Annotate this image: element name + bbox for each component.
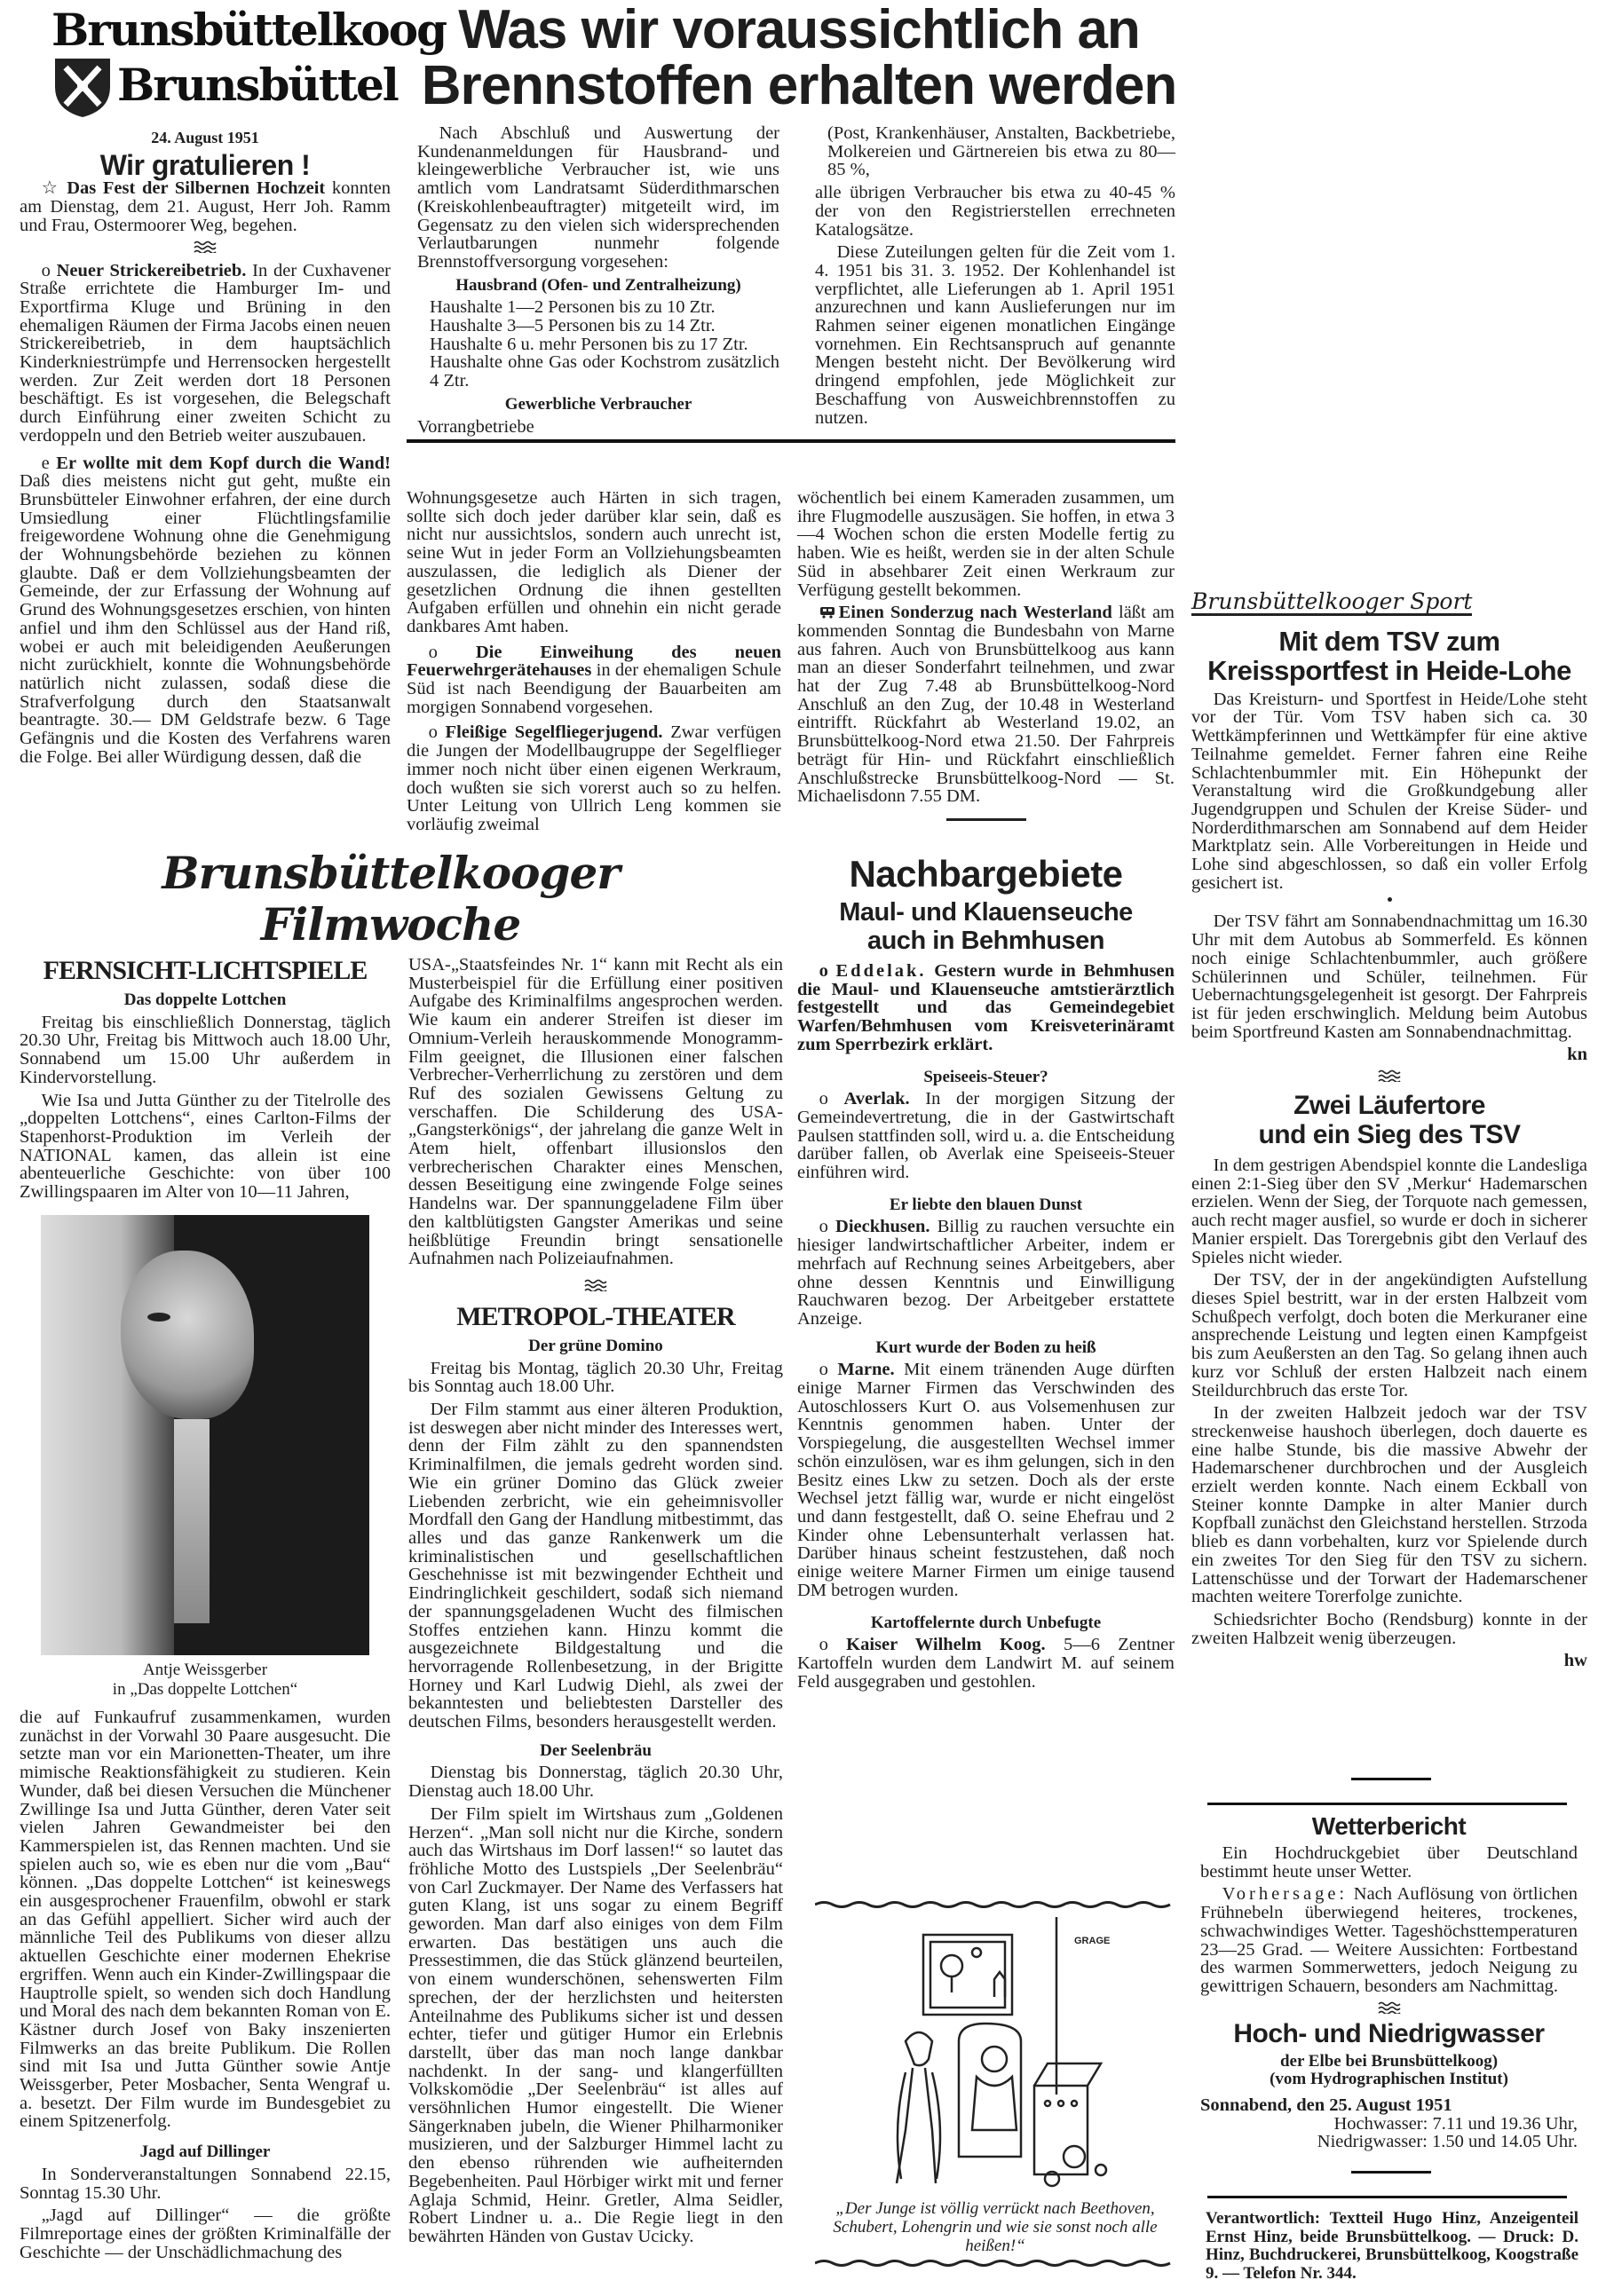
- train-icon: [819, 606, 835, 619]
- wall-article: e Er wollte mit dem Kopf durch die Wand! Daß dies meistens nicht gut geht, mußte ein Brunsbütteler Einwohner erfahren, der eine durch Umsiedlung einer Flüchtlingsfamilie freigewordene Wohnung ohne die Genehmigung der Wohnungsbehörde beziehen zu können glaubte. Daß er dem Vollziehungsbeamten der Gemeinde, der zur Erfassung der Wohnung auf Grund des Wohnungsgesetzes erschien, von hinten anfiel und ihm den Schlüssel aus der Hand riß, wobei er auch mit beleidigenden Aeußerungen nicht zurückhielt, konnte die Wohnungsbehörde natürlich nicht zulassen, sodaß diese die Strafverfolgung durch den Staatsanwalt beantragte. 30.— DM Geldstrafe bezw. 6 Tage Gefängnis und die Kosten des Verfahrens waren die Folge. Bei aller Würdigung dessen, daß die: [20, 453, 391, 767]
- knitting-article: o Neuer Strickereibetrieb. In der Cuxhavener Straße errichtete die Hamburger Im- und Exportfirma Kluge und Brüning in den ehemaligen Räumen der Firma Jacobs einen neuen Strickereibetrieb, in dem hauptsächlich Kinderkniestrümpfe und Herrensocken hergestellt werden. Zur Zeit werden dort 18 Personen beschäftigt. Es ist vorgesehen, die Belegschaft durch Einführung einer zweiten Schicht zu verdoppeln und den Betrieb weiter auszubauen.: [20, 260, 391, 446]
- cinema-title: FERNSICHT-LICHTSPIELE: [43, 956, 368, 985]
- koog-article: o Kaiser Wilhelm Koog. 5—6 Zentner Kartoffeln wurden dem Landwirt M. auf seinem Feld ausgegraben und gestohlen.: [797, 1635, 1175, 1692]
- fuel-column-a: [417, 124, 779, 436]
- local-news-column: [20, 129, 391, 771]
- fuel-subhead-households: Hausbrand (Ofen- und Zentralheizung): [455, 275, 741, 295]
- short-rule: [1351, 2171, 1431, 2174]
- fernsicht-continued: die auf Funkaufruf zusammenkamen, wurden zunächst in der Vorwahl 30 Paare ausgesucht. Die setzte man vor ein Marionetten-Theater, um ihre mimische Reaktionsfähigkeit zu studieren. Kein Wunder, daß bei diesen Versuchen die Münchener Zwillinge Isa und Jutta Günther, deren Vater seit vielen Jahren Gewandmeister bei den Kammerspielen ist, das Rennen machten. Und sie spielen auch so, wie es eben nur die vom „Bau“ können. „Das doppelte Lottchen“ ist keineswegs ein ausgesprochener Frauenfilm, obwohl er stark an das Gefühl appelliert. Sicher wird auch der männliche Teil des Publikums von dieser allzu aktuellen Geschichte einer modernen Ehekrise ergriffen. Wenn auch ein Kinder-Zwillingspaar die Hauptrolle spielt, so wenden sich doch Handlung und Moral des nach dem bekannten Roman von E. Kästner durch Josef von Baky inszenierten Filmwerks an das breite Publikum. Die Rollen sind mit Isa und Jutta Günther sowie Antje Weissgerber, Peter Mosbacher, Senta Wengraf u. a. besetzt. Der Film wurde im Bundesgebiet zu einem Spitzenerfolg. Jagd auf Dillinger In Sonderveranstaltungen Sonnabend 22.15, Sonntag 15.30 Uhr. „Jagd auf Dillinger“ — die größte Filmreportage eines der größten Kriminalfälle der Geschichte — der Unschädlichmachung des: [20, 1708, 391, 2262]
- household-item: Haushalte 6 u. mehr Personen bis zu 17 Ztr.: [430, 334, 748, 354]
- firehouse-article: o Die Einweihung des neuen Feuerwehrgerätehauses in der ehemaligen Schule Süd ist nach Beendigung der Bauarbeiten am morgigen Sonnabend vorgesehen.: [407, 642, 781, 717]
- household-list: [417, 298, 779, 391]
- imprint: Verantwortlich: Textteil Hugo Hinz, Anzeigenteil Ernst Hinz, beide Brunsbüttelkoog. — Druck: D. Hinz, Buchdruckerei, Brunsbüttelkoog, Koogstraße 9. — Telefon Nr. 344.: [1206, 2209, 1578, 2284]
- sport-kicker: Brunsbüttelkooger Sport: [1191, 588, 1473, 614]
- fuel-intro: Nach Abschluß und Auswertung der Kundenanmeldungen für Hausbrand- und kleingewerbliche Verbraucher ist, wie uns amtlich vom Landratsamt Süderdithmarschen (Kreiskohlenbeauftragter) mitgeteilt wird, im Gegensatz zu den vielen sich widersprechenden Verlautbarungen nunmehr folgende Brennstoffversorgung vorgesehen:: [417, 123, 779, 272]
- masthead-logo: [36, 4, 447, 119]
- showtimes: Freitag bis einschließlich Donnerstag, täglich 20.30 Uhr, Freitag bis Mittwoch auch 18.00 Uhr, Sonnabend um 15.00 Uhr außerdem in Kindervorstellung.: [20, 1012, 391, 1087]
- cartoon-artist-signature: GRAGE: [1074, 1936, 1111, 1946]
- cartoon-caption: „Der Junge ist völlig verrückt nach Beethoven, Schubert, Lohengrin und wie sie sonst noch alle heißen!“: [833, 2199, 1158, 2255]
- issue-date: 24. August 1951: [151, 129, 259, 146]
- local-news-column-3: wöchentlich bei einem Kameraden zusammen, um ihre Flugmodelle auszusägen. Sie hoffen, in etwa 3—4 Wochen schon die ersten Modelle fertig zu haben. Wie es heißt, werden sie in der alten Schule Süd in absehbarer Zeit einen Werkraum zur Verfügung gestellt bekommen. Einen Sonderzug nach Westerland läßt am kommenden Sonntag die Bundesbahn von Marne aus fahren. Auch von Brunsbüttelkoog aus kann man an dieser Sonderfahrt teilnehmen, und zwar hat der Zug 7.48 ab Brunsbüttelkoog-Nord Anschluß an den Zug, der 10.48 in Westerland eintrifft. Rückfahrt ab Westerland 19.02, an Brunsbüttelkoog-Nord etwa 21.50. Der Fahrpreis beträgt für Hin- und Rückfahrt einschließlich Anschlußstrecke Brunsbüttelkoog-Nord — St. Michaelisdonn 7.55 DM.: [797, 489, 1175, 821]
- local-news-column-2: Wohnungsgesetze auch Härten in sich tragen, sollte sich doch jeder darüber klar sein, daß es nicht nur aussichtslos, sondern auch unrecht ist, seine Wut in jeder Form an Vollziehungsbeamten auszulassen, die lediglich als Diener der gesetzlichen Ordnung die ihnen gestellten Aufgaben erfüllen und ohnehin ein nicht gerade dankbares Amt haben. o Die Einweihung des neuen Feuerwehrgerätehauses in der ehemaligen Schule Süd ist nach Beendigung der Bauarbeiten am morgigen Sonnabend vorgesehen. o Fleißige Segelfliegerjugend. Zwar verfügen die Jungen der Modellbaugruppe der Segelflieger immer noch nicht über einen eigenen Werkraum, doch wußten sie sich vorerst auch so zu helfen. Unter Leitung von Ullrich Leng kommen sie vorläufig zweimal: [407, 488, 782, 834]
- gliders-article: o Fleißige Segelfliegerjugend. Zwar verfügen die Jungen der Modellbaugruppe der Segelflieger immer noch nicht über einen eigenen Werkraum, doch wußten sie sich vorerst auch so zu helfen. Unter Leitung von Ullrich Leng kommen sie vorläufig zweimal: [407, 722, 782, 834]
- fuel-subhead-commercial: Gewerbliche Verbraucher: [504, 394, 692, 414]
- short-rule: [946, 818, 1026, 821]
- fuel-priority: Vorrangbetriebe: [417, 416, 534, 437]
- tide-date: Sonnabend, den 25. August 1951: [1200, 2095, 1452, 2116]
- ornament-divider: [194, 241, 217, 253]
- congrats-heading: Wir gratulieren !: [99, 148, 311, 181]
- sport-headline-2: Zwei Läufertore und ein Sieg des TSV: [1258, 1091, 1521, 1150]
- neighbors-headline: Maul- und Klauenseuche auch in Behmhusen: [839, 898, 1133, 955]
- fernsicht-section: FERNSICHT-LICHTSPIELE Das doppelte Lottchen Freitag bis einschließlich Donnerstag, täglich 20.30 Uhr, Freitag bis Mittwoch auch 18.00 Uhr, Sonnabend um 15.00 Uhr außerdem in Kindervorstellung. Wie Isa und Jutta Günther zu der Titelrolle des „doppelten Lottchens“, eines Carlton-Films der Stapenhorst-Produktion im Verleih der NATIONAL kamen, das allein ist eine abenteuerliche Geschichte: von über 100 Zwillingspaaren im Alter von 10—11 Jahren,: [20, 956, 391, 1203]
- short-rule: [1351, 1778, 1431, 1780]
- averlak-article: o Averlak. In der morgigen Sitzung der Gemeindevertretung, die in der Gastwirtschaft Paulsen stattfinden soll, wird u. a. die Entscheidung darüber fallen, ob Averlak eine Speiseeis-Steuer einführen wird.: [797, 1089, 1175, 1183]
- star-icon: ☆: [41, 178, 67, 199]
- congrats-article: ☆ Das Fest der Silbernen Hochzeit konnten am Dienstag, dem 21. August, Herr Joh. Ramm und Frau, Ostermoorer Weg, begehen.: [20, 178, 391, 235]
- forecast: Vorhersage: Nach Auflösung von örtlichen Frühnebeln überwiegend heiteres, trockenes, schwachwindiges Wetter. Tageshöchsttemperaturen 23—25 Grad. — Weitere Aussichten: Fortbestand des warmen Sommerwetters, jedoch Neigung zu gewittrigen Schauern, besonders am Nachmittag.: [1200, 1884, 1578, 1996]
- weather-title: Wetterbericht: [1311, 1812, 1467, 1840]
- wavy-rule: [815, 1899, 1175, 1910]
- fuel-headline: Was wir voraussichtlich an Brennstoffen erhalten werden: [421, 0, 1177, 116]
- sport-headline-1: Mit dem TSV zum Kreissportfest in Heide-Lohe: [1207, 625, 1571, 686]
- ornament-divider: [1378, 2001, 1401, 2014]
- movie-title: Der grüne Domino: [528, 1336, 663, 1355]
- wavy-rule: [815, 2258, 1175, 2268]
- showtimes: Dienstag bis Donnerstag, täglich 20.30 Uhr, Dienstag auch 18.00 Uhr.: [408, 1763, 783, 1802]
- high-water: Hochwasser: 7.11 und 19.36 Uhr,: [1333, 2113, 1578, 2134]
- dot-separator: [1388, 897, 1392, 902]
- photo-caption: Antje Weissgerber in „Das doppelte Lottchen“: [112, 1661, 298, 1699]
- cinema-title: METROPOL-THEATER: [456, 1301, 735, 1331]
- section-rule: [1207, 2196, 1567, 2198]
- cartoon-drawing: [870, 1917, 1154, 2192]
- household-item: Haushalte 1—2 Personen bis zu 10 Ztr.: [430, 297, 716, 318]
- coat-of-arms-icon: [51, 55, 114, 119]
- weather-section: Wetterbericht Ein Hochdruckgebiet über Deutschland bestimmt heute unser Wetter. Vorhersage: Nach Auflösung von örtlichen Frühnebeln überwiegend heiteres, trockenes, schwachwindiges Wetter. Tageshöchsttemperaturen 23—25 Grad. — Weitere Aussichten: Fortbestand des warmen Sommerwetters, jedoch Neigung zu gewittrigen Schauern, besonders am Nachmittag. Hoch- und Niedrigwasser der Elbe bei Brunsbüttelkoog) (vom Hydrographischen Institut) Sonnabend, den 25. August 1951 Hochwasser: 7.11 und 19.36 Uhr, Niedrigwasser: 1.50 und 14.05 Uhr.: [1200, 1812, 1578, 2152]
- author-initials: kn: [1567, 1045, 1587, 1065]
- showtimes: Freitag bis Montag, täglich 20.30 Uhr, Freitag bis Sonntag auch 18.00 Uhr.: [408, 1358, 783, 1397]
- household-item: Haushalte 3—5 Personen bis zu 14 Ztr.: [430, 316, 716, 336]
- marne-article: o Marne. Mit einem tränenden Auge dürften einige Marner Firmen das Verschwinden des Autoschlossers Kurt O. aus Volsemenhusen zur Kenntnis genommen haben. Unter der Vorspiegelung, die ausgestellten Wechsel immer schön einzulösen, war es ihm gelungen, sich in den Besitz eines Lkw zu setzen. Doch als der erste Wechsel jetzt fällig war, wurde er nicht eingelöst und dann festgestellt, daß O. seine Ehefrau und 2 Kinder ohne Lebensunterhalt verlassen hat. Darüber hinaus scheint festzustehen, daß noch einige weitere Marner Firmen um einige tausend DM betrogen wurden.: [797, 1360, 1175, 1600]
- metropol-section: USA-„Staatsfeindes Nr. 1“ kann mit Recht als ein Musterbeispiel für die Erfüllung einer positiven Aufgabe des Kriminalfilms angesprochen werden. Wie kaum ein anderer Streifen ist dieser im Omnium-Verleih herauskommende Monogramm-Film geeignet, die Illusionen einer falschen Verbrecher-Verherrlichung zu zerstören und dem Ruf des sozialen Gewissens Geltung zu verschaffen. Die Schilderung des USA-„Gangsterkönigs“, der jahrelang die ganze Welt in Atem hielt, offenbart illusionslos den verbrecherischen Charakter eines Menschen, dessen Beseitigung eine zwingende Folge seines Handelns war. Der spannunggeladene Film über den kaltblütigsten Gangster Amerikas und seine heißblütige Freundin bringt sensationelle Aufnahmen nach Polizeiaufnahmen. METROPOL-THEATER Der grüne Domino Freitag bis Montag, täglich 20.30 Uhr, Freitag bis Sonntag auch 18.00 Uhr. Der Film stammt aus einer älteren Produktion, ist deswegen aber nicht minder des Interesses wert, denn der Film zählt zu den spannendsten Kriminalfilmen, die jemals gedreht worden sind. Wie ein grüner Domino das Glück zweier Liebenden zerbricht, wie ein geheimnisvoller Mordfall den Gang der Handlung mitbestimmt, das alles und das ganze Rankenwerk um die kriminalistischen und gesellschaftlichen Geschehnisse ist mit bezwingender Echtheit und Eindringlichkeit geschildert, sodaß sich niemand der spannungsgeladenen Wucht des filmischen Stoffes entziehen kann. Hinzu kommt die ausgezeichnete Bildgestaltung und die hervorragende Rollenbesetzung, in der Brigitte Horney und Karl Ludwig Diehl, als zwei der bekanntesten und beliebtesten Darsteller des deutschen Films, besonders herausgestellt werden. Der Seelenbräu Dienstag bis Donnerstag, täglich 20.30 Uhr, Dienstag auch 18.00 Uhr. Der Film spielt im Wirtshaus zum „Goldenen Herzen“. „Man soll nicht nur die Kirche, sondern auch das Wirtshaus im Dorf lassen!“ so lautet das fröhliche Motto des Lustspiels „Der Seelenbräu“ von Carl Zuckmayer. Der Name des Verfassers hat guten Klang, ist uns sogar zu einem Begriff geworden. Man darf also einiges von dem Film erwarten. Das bestätigen uns auch die Pressestimmen, die das Stück glänzend beurteilen, von einem wunderschönen, sehenswerten Film sprechen, der der herzlichsten und heitersten Anteilnahme des Publikums sicher ist und dessen echter, tiefer und gütiger Humor ein Erlebnis darstellt, über das man noch lange dankbar nachdenkt. In der sang- und klangerfüllten Volkskomödie „Der Seelenbräu“ ist alles auf versöhnlichen Humor eingestellt. Die Wiener Sängerknaben jubeln, die Wiener Philharmoniker musizieren, und der Salzburger Himmel lacht zu den ebenso rührenden wie aufheiternden Begebenheiten. Paul Hörbiger wirkt mit und ferner Aglaja Schmid, Heinr. Gretler, Alma Seidler, Robert Lindner u. a.. Die Regie liegt in den bewährten Händen von Gustav Ucicky.: [408, 955, 783, 2246]
- filmwoche-banner: Brunsbüttelkooger Filmwoche: [162, 847, 620, 951]
- section-rule: [1207, 1803, 1567, 1805]
- low-water: Niedrigwasser: 1.50 und 14.05 Uhr.: [1317, 2132, 1578, 2152]
- household-item: Haushalte ohne Gas oder Kochstrom zusätzlich 4 Ztr.: [430, 352, 779, 391]
- masthead-line2: Brunsbüttel: [117, 59, 398, 111]
- section-rule: [407, 439, 1175, 443]
- neighbors-title: Nachbargebiete: [849, 853, 1123, 895]
- author-initials: hw: [1563, 1651, 1587, 1671]
- sport-section: Brunsbüttelkooger Sport Mit dem TSV zum Kreissportfest in Heide-Lohe Das Kreisturn- und Sportfest in Heide/Lohe steht vor der Tür. Vom TSV haben sich ca. 30 Wettkämpferinnen und Wettkämpfer für eine aktive Teilnahme gemeldet. Ferner fahren eine Reihe Schlachtenbummler mit. Ein Höhepunkt der Veranstaltung wird die Großkundgebung aller Jugendgruppen und Schulen der Kreise Süder- und Norderdithmarschen am Sonnabend auf dem Heider Marktplatz sein. Alle Vorbereitungen in Heide und Lohe sind abgeschlossen, so daß ein voller Erfolg gesichert ist. Der TSV fährt am Sonnabendnachmittag um 16.30 Uhr mit dem Autobus ab Sommerfeld. Es können noch einige Schlachtenbummler, auch größere Schülerinnen und Schüler, teilnehmen. Für Uebernachtungsgelegenheit ist gesorgt. Der Fahrpreis ist für jeden erschwinglich. Meldung beim Autobus beim Sportfreund Kasten am Sonnabendnachmittag. kn Zwei Läufertore und ein Sieg des TSV In dem gestrigen Abendspiel konnte die Landesliga einen 2:1-Sieg über den SV ‚Merkur‘ Hademarschen erzielen. Wenn der Sieg, der Torquote nach gemessen, auch recht mager ausfiel, so wurde er doch in sicherer Manier erspielt. Das Torergebnis gibt den Verlauf des Spieles nicht wieder. Der TSV, der in der angekündigten Aufstellung dieses Spiel bestritt, war in der ersten Halbzeit vom Schußpech verfolgt, doch boten die Merkuraner eine ansprechende Leistung und legten einen Kampfgeist bis zum Aeußersten an den Tag. So gelang ihnen auch kurz vor Schluß der ersten Halbzeit nach einem Steildurchbruch das erste Tor. In der zweiten Halbzeit jedoch war der TSV streckenweise haushoch überlegen, doch dauerte es eine halbe Stunde, bis die massive Abwehr der Hademarschener durchbrochen und der Ausgleich erzielt werden konnte. Nach einem Eckball von Steiner konnte Dampke in alter Manier durch Kopfball zunächst den Gleichstand herstellen. Strzoda blieb es dann vorbehalten, kurz vor Spielende durch ein zweites Tor den Sieg für den TSV zu sichern. Lattenschüsse und der Torwart der Hademarschener machten weitere Torerfolge zunichte. Schiedsrichter Bocho (Rendsburg) konnte in der zweiten Halbzeit wenig überzeugen. hw: [1191, 588, 1587, 1671]
- fuel-column-b: (Post, Krankenhäuser, Anstalten, Backbetriebe, Molkereien und Gärtnereien bis etwa zu 80—85 %, alle übrigen Verbraucher bis etwa zu 40-45 % der von den Registrierstellen errechneten Katalogsätze. Diese Zuteilungen gelten für die Zeit vom 1. 4. 1951 bis 31. 3. 1952. Der Kohlenhandel ist verpflichtet, alle Lieferungen ab 1. April 1951 anzurechnen und kann Auslieferungen nur im Rahmen seiner eigenen monatlichen Eingänge vornehmen. Ein Rechtsanspruch auf genannte Mengen besteht nicht. Der Bevölkerung wird dringend empfohlen, jede Möglichkeit zur Beschaffung von Ausweichbrennstoffen zu nutzen.: [815, 123, 1175, 428]
- movie-title: Das doppelte Lottchen: [123, 990, 287, 1009]
- tide-title: Hoch- und Niedrigwasser: [1233, 2018, 1545, 2048]
- eddelak-article: o Eddelak. Gestern wurde in Behmhusen die Maul- und Klauenseuche amtstierärztlich festgestellt und das Gemeindegebiet Warfen/Behmhusen vom Kreisveterinäramt zum Sperrbezirk erklärt.: [797, 961, 1175, 1054]
- neighbors-section: Nachbargebiete Maul- und Klauenseuche auch in Behmhusen o Eddelak. Gestern wurde in Behmhusen die Maul- und Klauenseuche amtstierärztlich festgestellt und das Gemeindegebiet Warfen/Behmhusen vom Kreisveterinäramt zum Sperrbezirk erklärt. Speiseeis-Steuer? o Averlak. In der morgigen Sitzung der Gemeindevertretung, die in der Gastwirtschaft Paulsen stattfinden soll, wird u. a. die Entscheidung darüber fallen, ob Averlak eine Speiseeis-Steuer einführen wird. Er liebte den blauen Dunst o Dieckhusen. Billig zu rauchen versuchte ein hiesiger landwirtschaftlicher Arbeiter, indem er mehrfach auf Rechnung seines Arbeitgebers, aber ohne dessen Kenntnis und Einwilligung Rauchwaren bezog. Der Arbeitgeber erstattete Anzeige. Kurt wurde der Boden zu heiß o Marne. Mit einem tränenden Auge dürften einige Marner Firmen das Verschwinden des Autoschlossers Kurt O. aus Volsemenhusen zur Kenntnis genommen haben. Unter der Vorspiegelung, die ausgestellten Wechsel immer schön einzulösen, war es ihm gelungen, sich in den Besitz eines Lkw zu setzen. Doch als der erste Wechsel jetzt fällig war, wurde er nicht eingelöst und dann festgestellt, daß O. seine Ehefrau und 2 Kinder ohne Lebensunterhalt verlassen hat. Darüber hinaus scheint festzustehen, daß noch einige weitere Marner Firmen um einige tausend DM betrogen wurden. Kartoffelernte durch Unbefugte o Kaiser Wilhelm Koog. 5—6 Zentner Kartoffeln wurden dem Landwirt M. auf seinem Feld ausgegraben und gestohlen.: [797, 853, 1175, 1692]
- ornament-divider: [1378, 1069, 1401, 1082]
- dillinger-title: Jagd auf Dillinger: [139, 2142, 271, 2162]
- ornament-divider: [584, 1279, 607, 1291]
- dieckhusen-article: o Dieckhusen. Billig zu rauchen versuchte ein hiesiger landwirtschaftlicher Arbeiter, indem er mehrfach auf Rechnung seines Arbeitgebers, aber ohne dessen Kenntnis und Einwilligung Rauchwaren bezog. Der Arbeitgeber erstattete Anzeige.: [797, 1217, 1175, 1329]
- actress-photo: [41, 1215, 369, 1655]
- masthead-line1: Brunsbüttelkoog: [51, 4, 447, 56]
- train-article: Einen Sonderzug nach Westerland läßt am kommenden Sonntag die Bundesbahn von Marne aus fahren. Auch von Brunsbüttelkoog aus kann man an dieser Sonderfahrt teilnehmen, und zwar hat der Zug 7.48 ab Brunsbüttelkoog-Nord Anschluß an den Zug, der 10.48 in Westerland eintrifft. Rückfahrt ab Westerland 19.02, an Brunsbüttelkoog-Nord etwa 21.50. Der Fahrpreis beträgt für Hin- und Rückfahrt einschließlich Anschlußstrecke Brunsbüttelkoog-Nord — St. Michaelisdonn 7.55 DM.: [797, 603, 1175, 807]
- movie-title: Der Seelenbräu: [540, 1740, 652, 1760]
